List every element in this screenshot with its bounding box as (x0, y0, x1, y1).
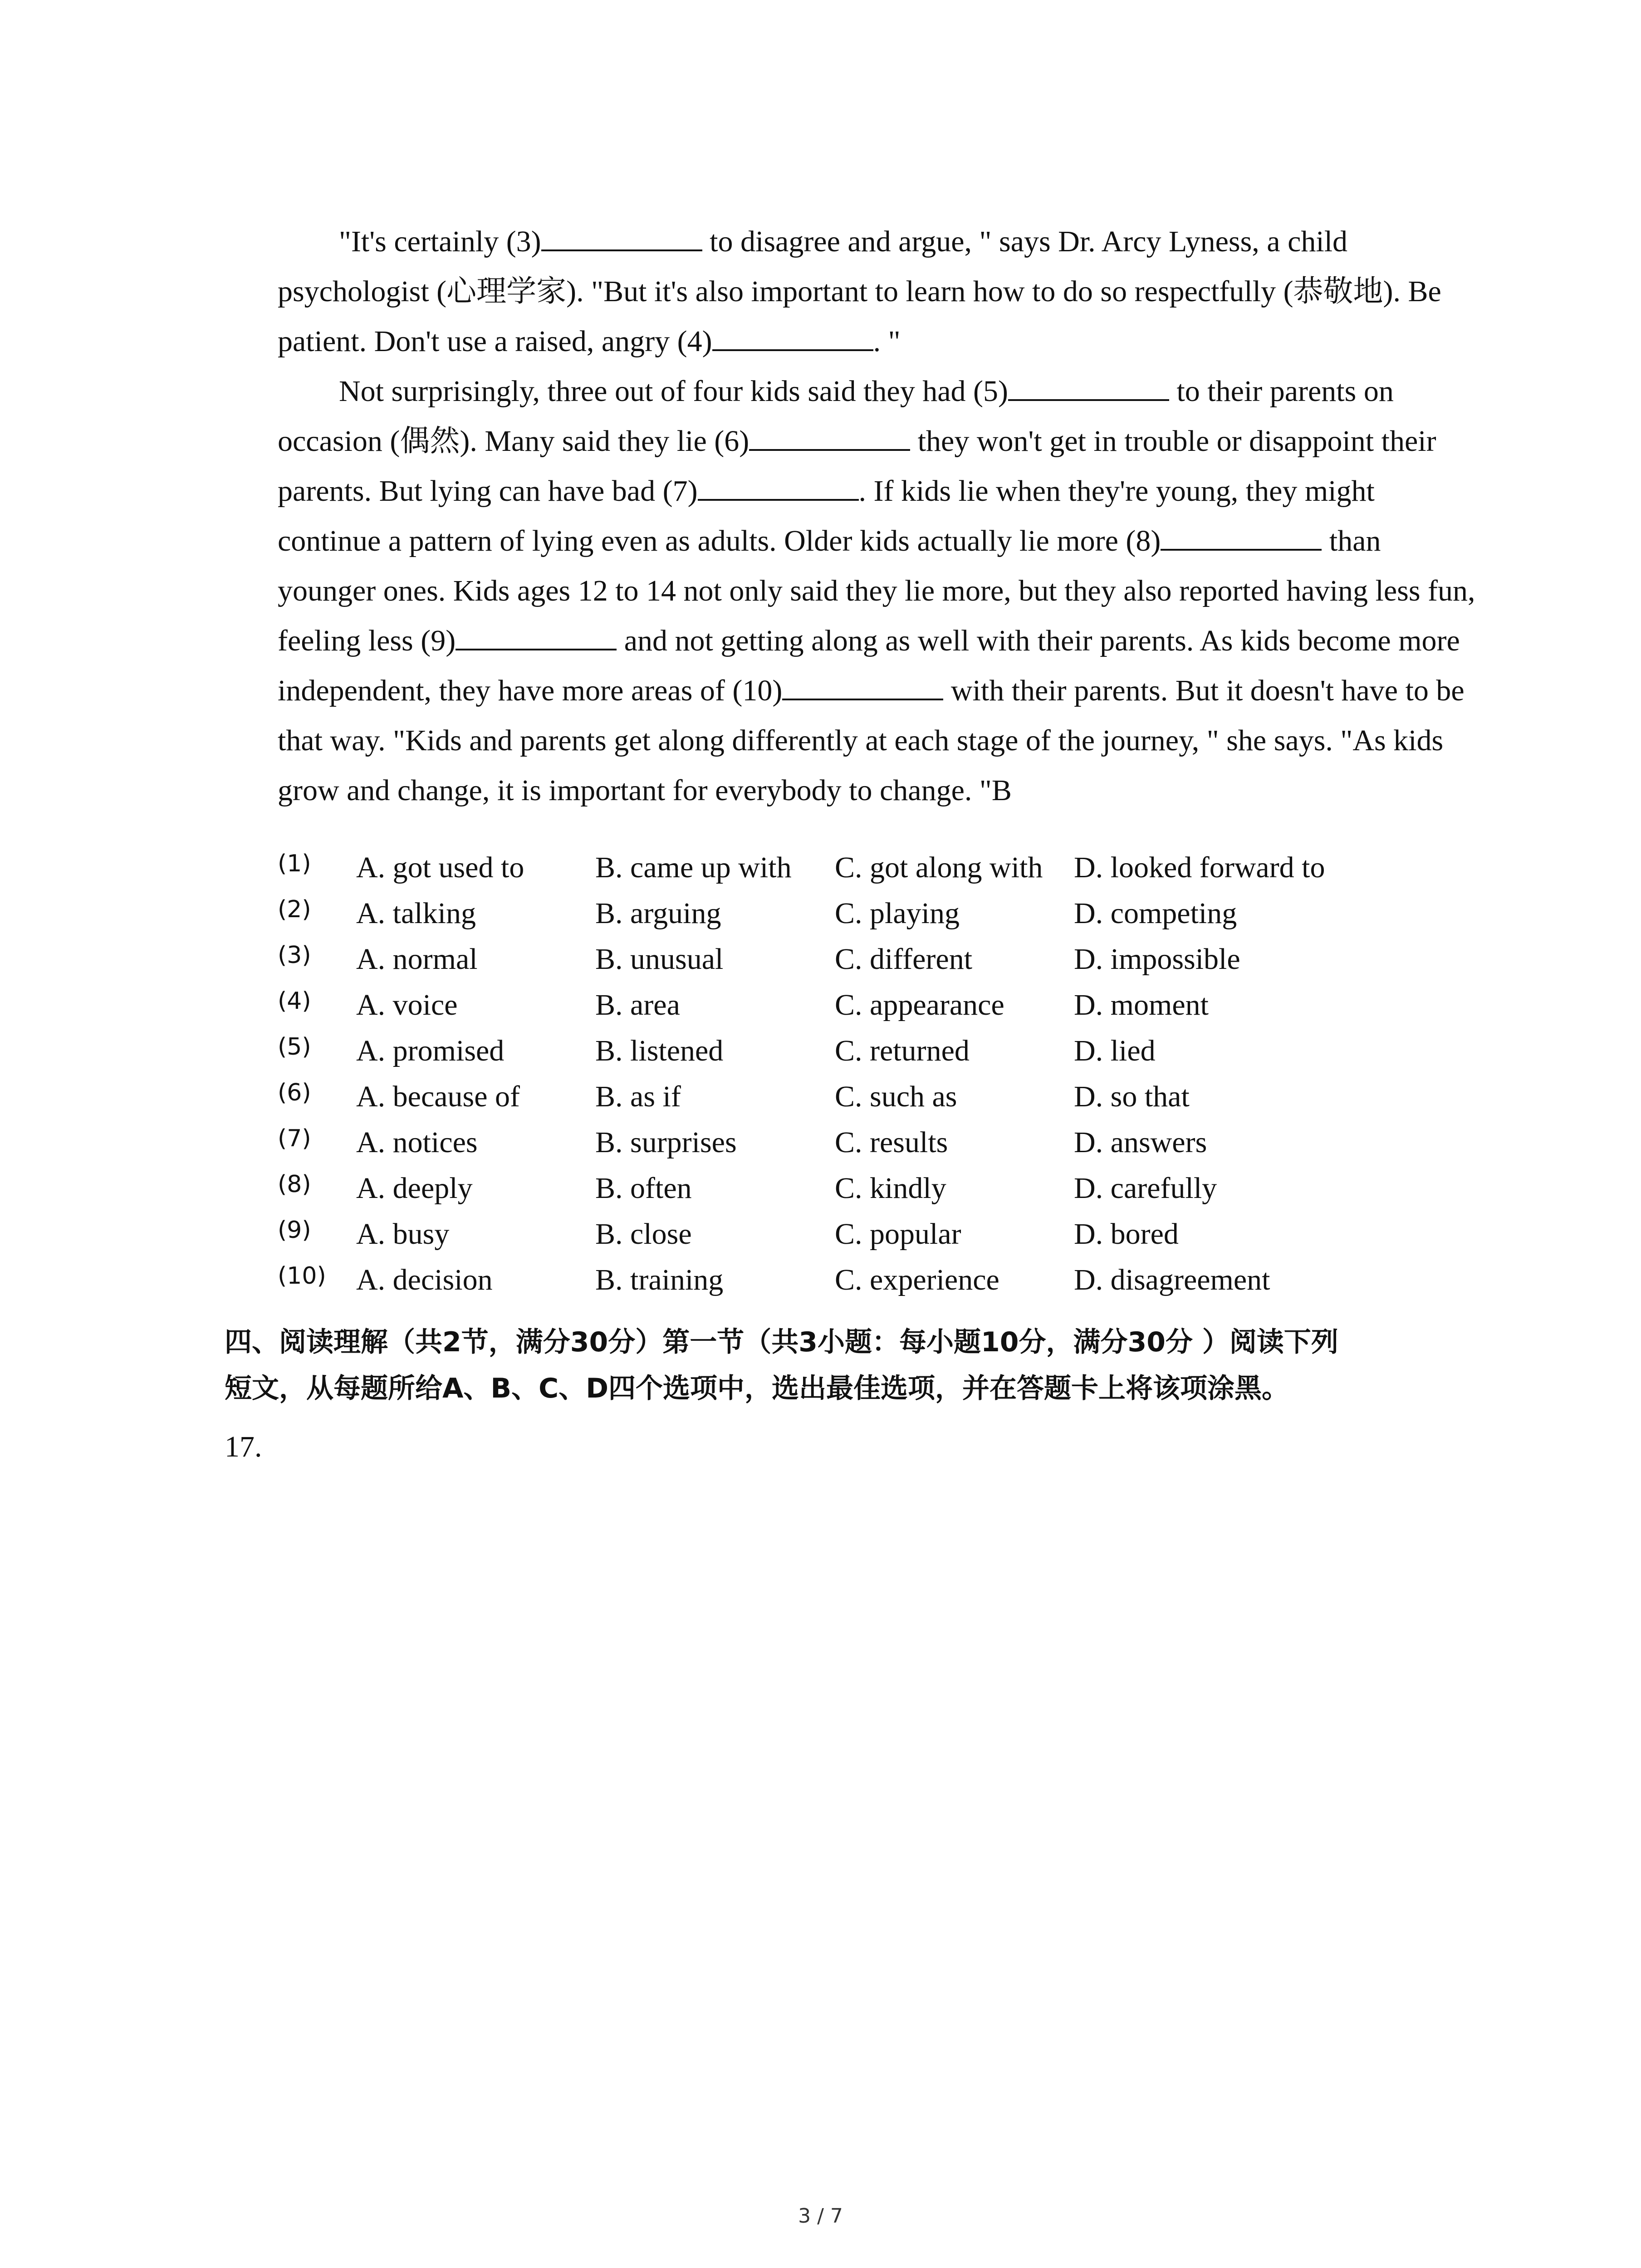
option-number: (8) (278, 1171, 311, 1198)
blank-8 (1161, 522, 1322, 551)
option-a: A. promised (356, 1034, 505, 1067)
option-c: C. experience (835, 1263, 999, 1296)
option-b: B. arguing (595, 897, 721, 930)
section-heading-line-2: 短文，从每题所给A、B、C、D四个选项中，选出最佳选项，并在答题卡上将该项涂黑。 (225, 1373, 1289, 1404)
option-c: C. appearance (835, 988, 1004, 1022)
option-row (278, 1074, 1503, 1119)
blank-9 (456, 621, 617, 650)
blank-10 (782, 671, 943, 700)
blank-7 (698, 472, 859, 501)
option-c: C. different (835, 943, 973, 976)
option-row (278, 982, 1503, 1028)
option-d: D. bored (1074, 1217, 1179, 1251)
option-d: D. competing (1074, 897, 1237, 930)
option-number: (5) (278, 1033, 311, 1061)
answer-options (278, 845, 1503, 1303)
passage-paragraph-1: "It's certainly (3) to disagree and argue, " says Dr. Arcy Lyness, a child psychologist (心理学家). "But it's also important to learn how to do so respectfully (恭敬地). Be patient. Don't use a raised, angry (4) . " (278, 217, 1475, 367)
option-a: A. normal (356, 943, 478, 976)
section-heading (225, 1319, 1477, 1412)
option-number: (6) (278, 1079, 311, 1106)
option-c: C. got along with (835, 851, 1043, 884)
option-b: B. as if (595, 1080, 681, 1113)
option-b: B. area (595, 988, 680, 1022)
blank-5 (1008, 372, 1169, 401)
option-a: A. busy (356, 1217, 450, 1251)
option-row (278, 1028, 1503, 1074)
blank-6 (749, 422, 910, 451)
option-b: B. often (595, 1172, 692, 1205)
option-d: D. looked forward to (1074, 851, 1325, 884)
blank-3 (541, 222, 702, 251)
option-a: A. notices (356, 1126, 478, 1159)
option-row (278, 890, 1503, 936)
option-a: A. deeply (356, 1172, 473, 1205)
page-number: 3 / 7 (798, 2204, 843, 2228)
option-c: C. playing (835, 897, 960, 930)
option-b: B. listened (595, 1034, 724, 1067)
option-row (278, 1211, 1503, 1257)
option-d: D. answers (1074, 1126, 1207, 1159)
option-row (278, 1257, 1503, 1303)
option-d: D. carefully (1074, 1172, 1217, 1205)
option-row (278, 936, 1503, 982)
option-number: (4) (278, 987, 311, 1015)
option-d: D. so that (1074, 1080, 1190, 1113)
option-a: A. talking (356, 897, 476, 930)
option-c: C. results (835, 1126, 948, 1159)
blank-4 (712, 322, 873, 351)
option-c: C. popular (835, 1217, 961, 1251)
option-b: B. close (595, 1217, 692, 1251)
option-number: (1) (278, 850, 311, 877)
option-number: (3) (278, 942, 311, 969)
option-number: (2) (278, 896, 311, 923)
option-b: B. training (595, 1263, 724, 1296)
option-d: D. lied (1074, 1034, 1156, 1067)
option-a: A. voice (356, 988, 458, 1022)
question-number: 17. (225, 1430, 262, 1463)
option-b: B. surprises (595, 1126, 737, 1159)
passage-paragraph-2: Not surprisingly, three out of four kids said they had (5) to their parents on occasion (偶然). Many said they lie (6) they won't get in trouble or disappoint their parents. But lying can have bad (7) . If kids lie when they're young, they might continue a pattern of lying even as adults. Older kids actually lie more (8) than younger ones. Kids ages 12 to 14 not only said they lie more, but they also reported having less fun, feeling less (9) and not getting along as well with their parents. As kids become more independent, they have more areas of (10) with their parents. But it doesn't have to be that way. "Kids and parents get along differently at each stage of the journey, " she says. "As kids grow and change, it is important for everybody to change. "B (278, 367, 1475, 816)
option-c: C. returned (835, 1034, 970, 1067)
option-number: (9) (278, 1217, 311, 1244)
option-d: D. disagreement (1074, 1263, 1270, 1296)
option-a: A. got used to (356, 851, 524, 884)
option-number: (7) (278, 1125, 311, 1152)
option-a: A. because of (356, 1080, 520, 1113)
option-b: B. came up with (595, 851, 792, 884)
option-row (278, 1119, 1503, 1165)
option-d: D. impossible (1074, 943, 1240, 976)
option-number: (10) (278, 1262, 326, 1290)
cloze-passage (278, 217, 1475, 816)
option-a: A. decision (356, 1263, 493, 1296)
section-heading-line-1: 四、阅读理解（共2节，满分30分）第一节（共3小题：每小题10分，满分30分 ）阅读下列 (225, 1326, 1338, 1358)
option-c: C. kindly (835, 1172, 946, 1205)
option-d: D. moment (1074, 988, 1209, 1022)
option-row (278, 1165, 1503, 1211)
option-b: B. unusual (595, 943, 724, 976)
option-row (278, 845, 1503, 890)
option-c: C. such as (835, 1080, 957, 1113)
